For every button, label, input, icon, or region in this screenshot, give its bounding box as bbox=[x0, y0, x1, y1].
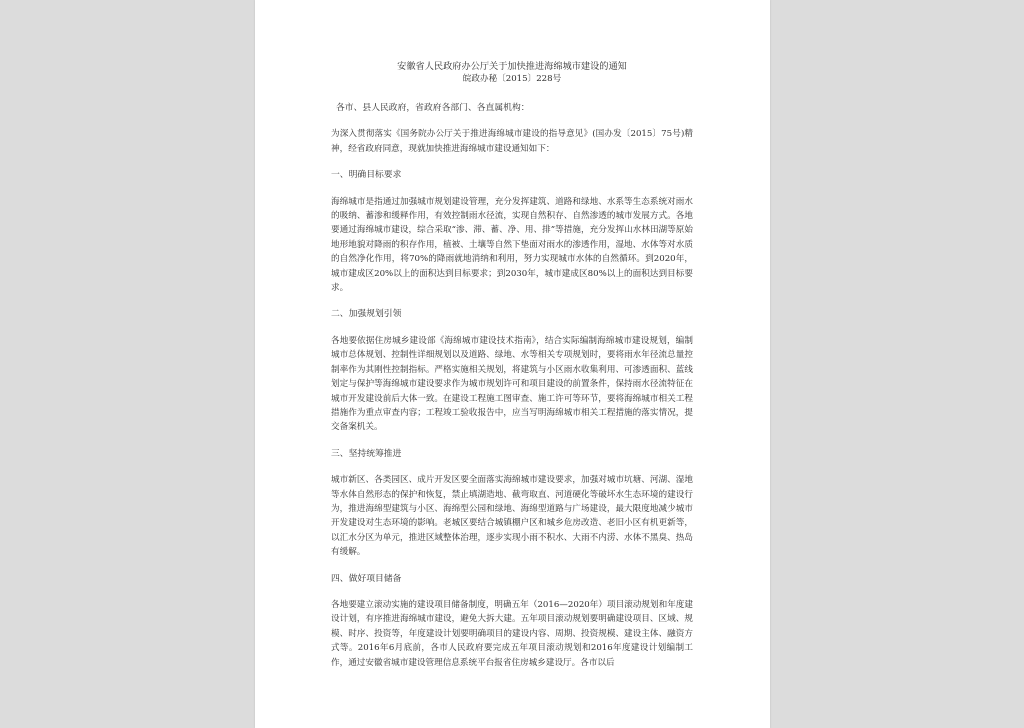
section-heading: 一、明确目标要求 bbox=[331, 170, 402, 181]
section-paragraph: 海绵城市是指通过加强城市规划建设管理，充分发挥建筑、道路和绿地、水系等生态系统对雨水的吸纳、蓄渗和缓释作用，有效控制雨水径流，实现自然积存、自然渗透的城市发展方式。各地要通过海绵城市建设，综合采取“渗、滞、蓄、净、用、排”等措施，充分发挥山水林田湖等原始地形地貌对降雨的积存作用，植被、土壤等自然下垫面对雨水的渗透作用，湿地、水体等对水质的自然净化作用，将70%的降雨就地消纳和利用，努力实现城市水体的自然循环。到2020年，城市建成区20%以上的面积达到目标要求；到2030年，城市建成区80%以上的面积达到目标要求。 bbox=[331, 196, 693, 294]
document-number: 皖政办秘〔2015〕228号 bbox=[462, 74, 562, 84]
document-title: 安徽省人民政府办公厅关于加快推进海绵城市建设的通知 bbox=[397, 61, 627, 72]
section-heading: 四、做好项目储备 bbox=[331, 573, 402, 584]
section-heading: 三、坚持统筹推进 bbox=[331, 448, 402, 459]
salutation: 各市、县人民政府，省政府各部门、各直属机构： bbox=[336, 103, 530, 113]
document-page bbox=[255, 0, 770, 728]
section-paragraph: 城市新区、各类园区、成片开发区要全面落实海绵城市建设要求，加强对城市坑塘、河湖、湿地等水体自然形态的保护和恢复，禁止填湖造地、截弯取直、河道硬化等破坏水生态环境的建设行为，推进海绵型建筑与小区、海绵型公园和绿地、海绵型道路与广场建设，最大限度地减少城市开发建设对生态环境的影响。老城区要结合城镇棚户区和城乡危房改造、老旧小区有机更新等，以汇水分区为单元，推进区域整体治理，逐步实现小雨不积水、大雨不内涝、水体不黑臭、热岛有缓解。 bbox=[331, 475, 693, 558]
intro-paragraph: 为深入贯彻落实《国务院办公厅关于推进海绵城市建设的指导意见》(国办发〔2015〕75号)精神，经省政府同意，现就加快推进海绵城市建设通知如下： bbox=[331, 129, 693, 154]
section-heading: 二、加强规划引领 bbox=[331, 309, 402, 320]
page-content bbox=[331, 60, 693, 670]
section-paragraph: 各地要建立滚动实施的建设项目储备制度，明确五年（2016—2020年）项目滚动规划和年度建设计划，有序推进海绵城市建设，避免大拆大建。五年项目滚动规划要明确建设项目、区域、规模、时序、投资等，年度建设计划要明确项目的建设内容、周期、投资规模、建设主体、融资方式等。2016年6月底前，各市人民政府要完成五年项目滚动规划和2016年度建设计划编制工作，通过安徽省城市建设管理信息系统平台报省住房城乡建设厅。各市以后 bbox=[331, 599, 693, 668]
section-paragraph: 各地要依据住房城乡建设部《海绵城市建设技术指南》，结合实际编制海绵城市建设规划，编制城市总体规划、控制性详细规划以及道路、绿地、水等相关专项规划时，要将雨水年径流总量控制率作为其刚性控制指标。严格实施相关规划，将建筑与小区雨水收集利用、可渗透面积、蓝线划定与保护等海绵城市建设要求作为城市规划许可和项目建设的前置条件，保持雨水径流特征在城市开发建设前后大体一致。在建设工程施工图审查、施工许可等环节，要将海绵城市相关工程措施作为重点审查内容；工程竣工验收报告中，应当写明海绵城市相关工程措施的落实情况，提交备案机关。 bbox=[331, 335, 693, 433]
